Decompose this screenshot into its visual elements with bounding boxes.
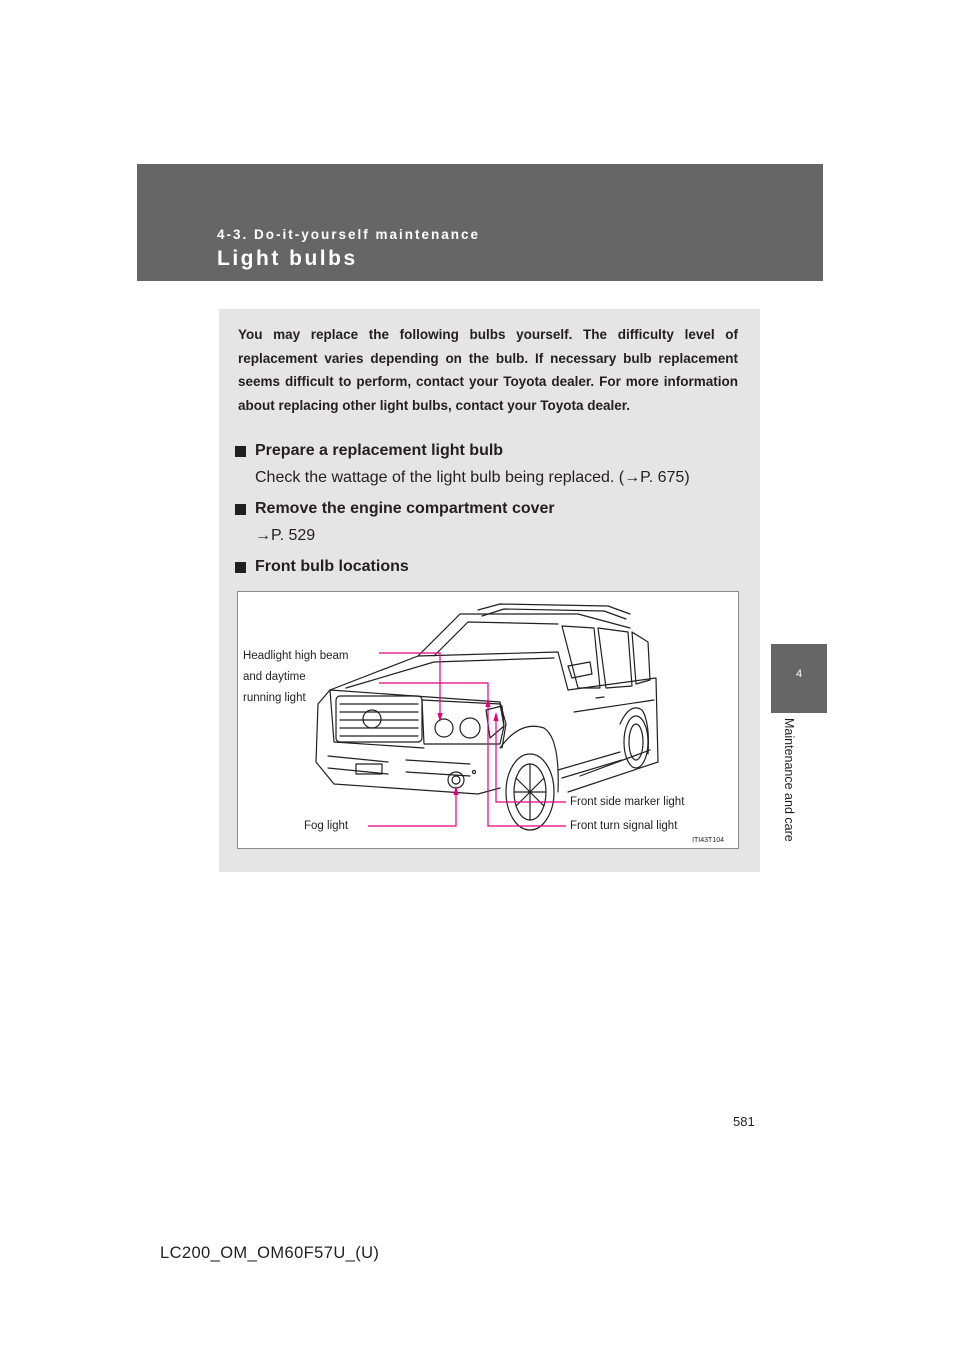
chapter-number: 4 — [795, 668, 803, 680]
front-bulb-figure — [237, 591, 739, 849]
chapter-tab — [771, 644, 827, 713]
figure-code: ITI43T104 — [692, 837, 724, 844]
square-bullet-icon — [235, 446, 246, 457]
callout-headlight-high-beam — [243, 646, 349, 709]
heading-text: Front bulb locations — [255, 558, 409, 575]
section-heading-remove — [235, 500, 555, 518]
section-label: 4-3. Do-it-yourself maintenance — [217, 227, 481, 242]
heading-text: Prepare a replacement light bulb — [255, 442, 504, 459]
callout-front-side-marker-light: Front side marker light — [570, 796, 685, 808]
callout-line: running light — [243, 692, 306, 704]
section-heading-front-bulbs — [235, 558, 409, 576]
section-body-prepare: Check the wattage of the light bulb being replaced. (→P. 675) — [255, 469, 690, 486]
page-number: 581 — [733, 1114, 755, 1129]
intro-text: You may replace the following bulbs yourself. The difficulty level of replacement varies depending on the bulb. If necessary bulb replacement seems difficult to perform, contact your Toyota dealer. For more information about replacing other light bulbs, contact your Toyota dealer. — [238, 327, 738, 413]
callout-front-turn-signal-light: Front turn signal light — [570, 820, 678, 832]
heading-text: Remove the engine compartment cover — [255, 500, 555, 517]
callout-line: and daytime — [243, 671, 306, 683]
document-code: LC200_OM_OM60F57U_(U) — [160, 1244, 380, 1262]
section-heading-prepare — [235, 442, 503, 460]
callout-fog-light: Fog light — [304, 820, 349, 832]
chapter-name: Maintenance and care — [782, 718, 796, 842]
section-body-remove: →P. 529 — [255, 527, 316, 544]
content-box — [219, 309, 760, 872]
callout-line: Headlight high beam — [243, 650, 349, 662]
page-title: Light bulbs — [217, 247, 358, 270]
square-bullet-icon — [235, 562, 246, 573]
header-band — [137, 164, 823, 281]
square-bullet-icon — [235, 504, 246, 515]
